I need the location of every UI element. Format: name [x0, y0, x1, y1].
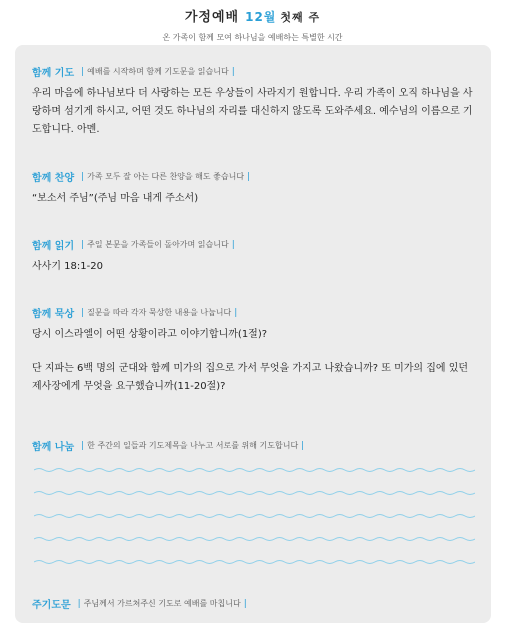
- section-desc-praise: 가족 모두 잘 아는 다른 찬양을 해도 좋습니다: [87, 172, 245, 181]
- section-meditation: [32, 305, 479, 396]
- section-heading: [32, 438, 479, 453]
- divider-bar: |: [301, 440, 305, 451]
- section-heading: [32, 64, 479, 79]
- divider-bar: |: [231, 66, 235, 77]
- divider-bar: |: [234, 307, 238, 318]
- divider-bar: |: [81, 171, 85, 182]
- section-sharing: [32, 438, 479, 453]
- section-desc-meditation: 질문을 따라 각자 묵상한 내용을 나눕니다: [87, 308, 232, 317]
- divider-bar: |: [243, 598, 247, 609]
- question-1: 당시 이스라엘이 어떤 상황이라고 이야기합니까(1절)?: [32, 329, 268, 340]
- wavy-line: [34, 536, 475, 542]
- sharing-writing-lines[interactable]: [34, 463, 475, 549]
- week-label: 첫째 주: [280, 11, 321, 24]
- reading-text: 사사기 18:1-20: [32, 261, 103, 272]
- section-title-meditation: 함께 묵상: [32, 309, 75, 320]
- section-lords-prayer: [32, 596, 479, 611]
- question-2: 단 지파는 6백 명의 군대와 함께 미가의 집으로 가서 무엇을 가지고 나왔습니까? 또 미가의 집에 있던 제사장에게 무엇을 요구했습니까(11-20절)?: [32, 363, 469, 392]
- section-desc-sharing: 한 주간의 일들과 기도제목을 나누고 서로를 위해 기도합니다: [87, 441, 299, 450]
- section-heading: [32, 237, 479, 252]
- section-title-reading: 함께 읽기: [32, 241, 75, 252]
- prayer-text: 우리 마음에 하나님보다 더 사랑하는 모든 우상들이 사라지기 원합니다. 우리 가족이 오직 하나님을 사랑하며 섬기게 하시고, 어떤 것도 하나님의 자리를 대신하지 않도록 도와주세요. 예수님의 이름으로 기도합니다. 아멘.: [32, 88, 473, 135]
- section-title-sharing: 함께 나눔: [32, 442, 75, 453]
- divider-bar: |: [81, 239, 85, 250]
- title-row: [0, 6, 505, 25]
- divider-bar: |: [81, 66, 85, 77]
- divider-bar: |: [231, 239, 235, 250]
- section-desc-reading: 주일 본문을 가족들이 돌아가며 읽습니다: [87, 240, 229, 249]
- page-title: 가정예배: [184, 10, 240, 25]
- wavy-line: [34, 513, 475, 519]
- section-title-prayer: 함께 기도: [32, 68, 75, 79]
- month-label: 12월: [245, 10, 277, 24]
- section-praise: [32, 169, 479, 208]
- wavy-line: [34, 559, 475, 565]
- divider-bar: |: [247, 171, 251, 182]
- divider-bar: |: [81, 440, 85, 451]
- worship-card: [15, 45, 491, 623]
- page-subtitle: 온 가족이 함께 모여 하나님을 예배하는 특별한 시간: [162, 33, 343, 42]
- divider-bar: |: [77, 598, 81, 609]
- section-desc-lords-prayer: 주님께서 가르쳐주신 기도로 예배를 마칩니다: [83, 599, 241, 608]
- section-heading: [32, 169, 479, 184]
- section-title-praise: 함께 찬양: [32, 173, 75, 184]
- wavy-line: [34, 467, 475, 473]
- divider-bar: |: [81, 307, 85, 318]
- praise-text: “보소서 주님”(주님 마음 내게 주소서): [32, 193, 199, 204]
- section-prayer: [32, 64, 479, 139]
- page-header: [0, 0, 505, 43]
- section-reading: [32, 237, 479, 276]
- section-heading: [32, 596, 479, 611]
- section-heading: [32, 305, 479, 320]
- wavy-line: [34, 490, 475, 496]
- section-title-lords-prayer: 주기도문: [32, 600, 71, 611]
- section-desc-prayer: 예배를 시작하며 함께 기도문을 읽습니다: [87, 67, 229, 76]
